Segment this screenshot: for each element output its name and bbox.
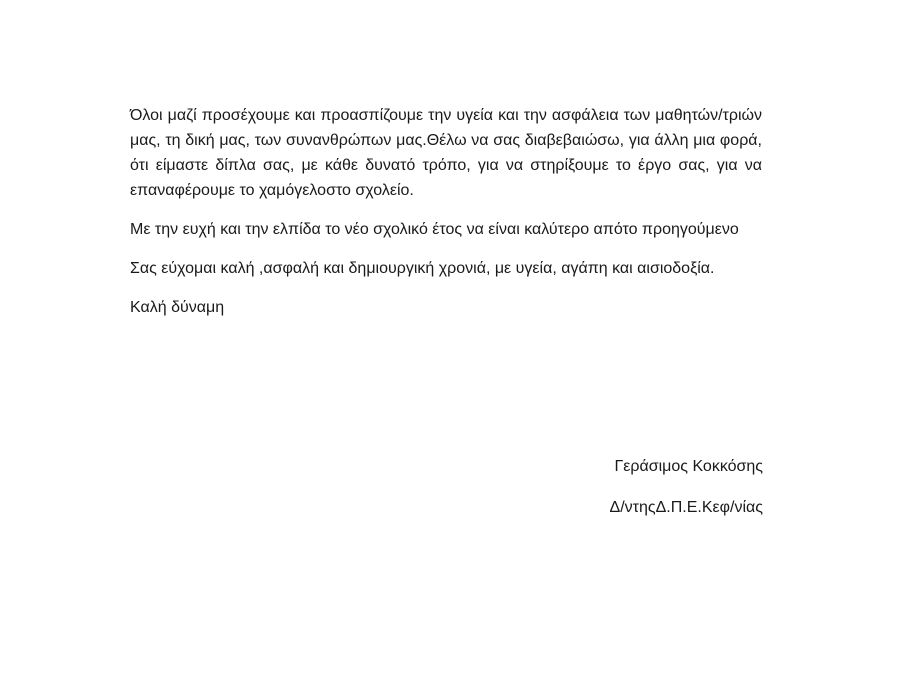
signatory-title: Δ/ντηςΔ.Π.Ε.Κεφ/νίας (609, 499, 763, 516)
paragraph-closing: Καλή δύναμη (130, 299, 225, 316)
signature-block (610, 454, 763, 536)
paragraph-greeting: Σας εύχομαι καλή ,ασφαλή και δημιουργική χρονιά, με υγεία, αγάπη και αισιοδοξία. (130, 260, 715, 277)
signatory-name: Γεράσιμος Κοκκόσης (614, 458, 763, 475)
letter-body (130, 103, 762, 334)
paragraph-wish: Με την ευχή και την ελπίδα το νέο σχολικό έτος να είναι καλύτερο απότο προηγούμενο (130, 221, 739, 238)
paragraph-safety: Όλοι μαζί προσέχουμε και προασπίζουμε την υγεία και την ασφάλεια των μαθητών/τριών μας, τη δική μας, των συνανθρώπων μας.Θέλω να σας διαβεβαιώσω, για άλλη μια φορά, ότι είμαστε δίπλα σας, με κάθε δυνατό τρόπο, για να στηρίξουμε το έργο σας, για να επαναφέρουμε το χαμόγελοστο σχολείο. (130, 107, 762, 199)
